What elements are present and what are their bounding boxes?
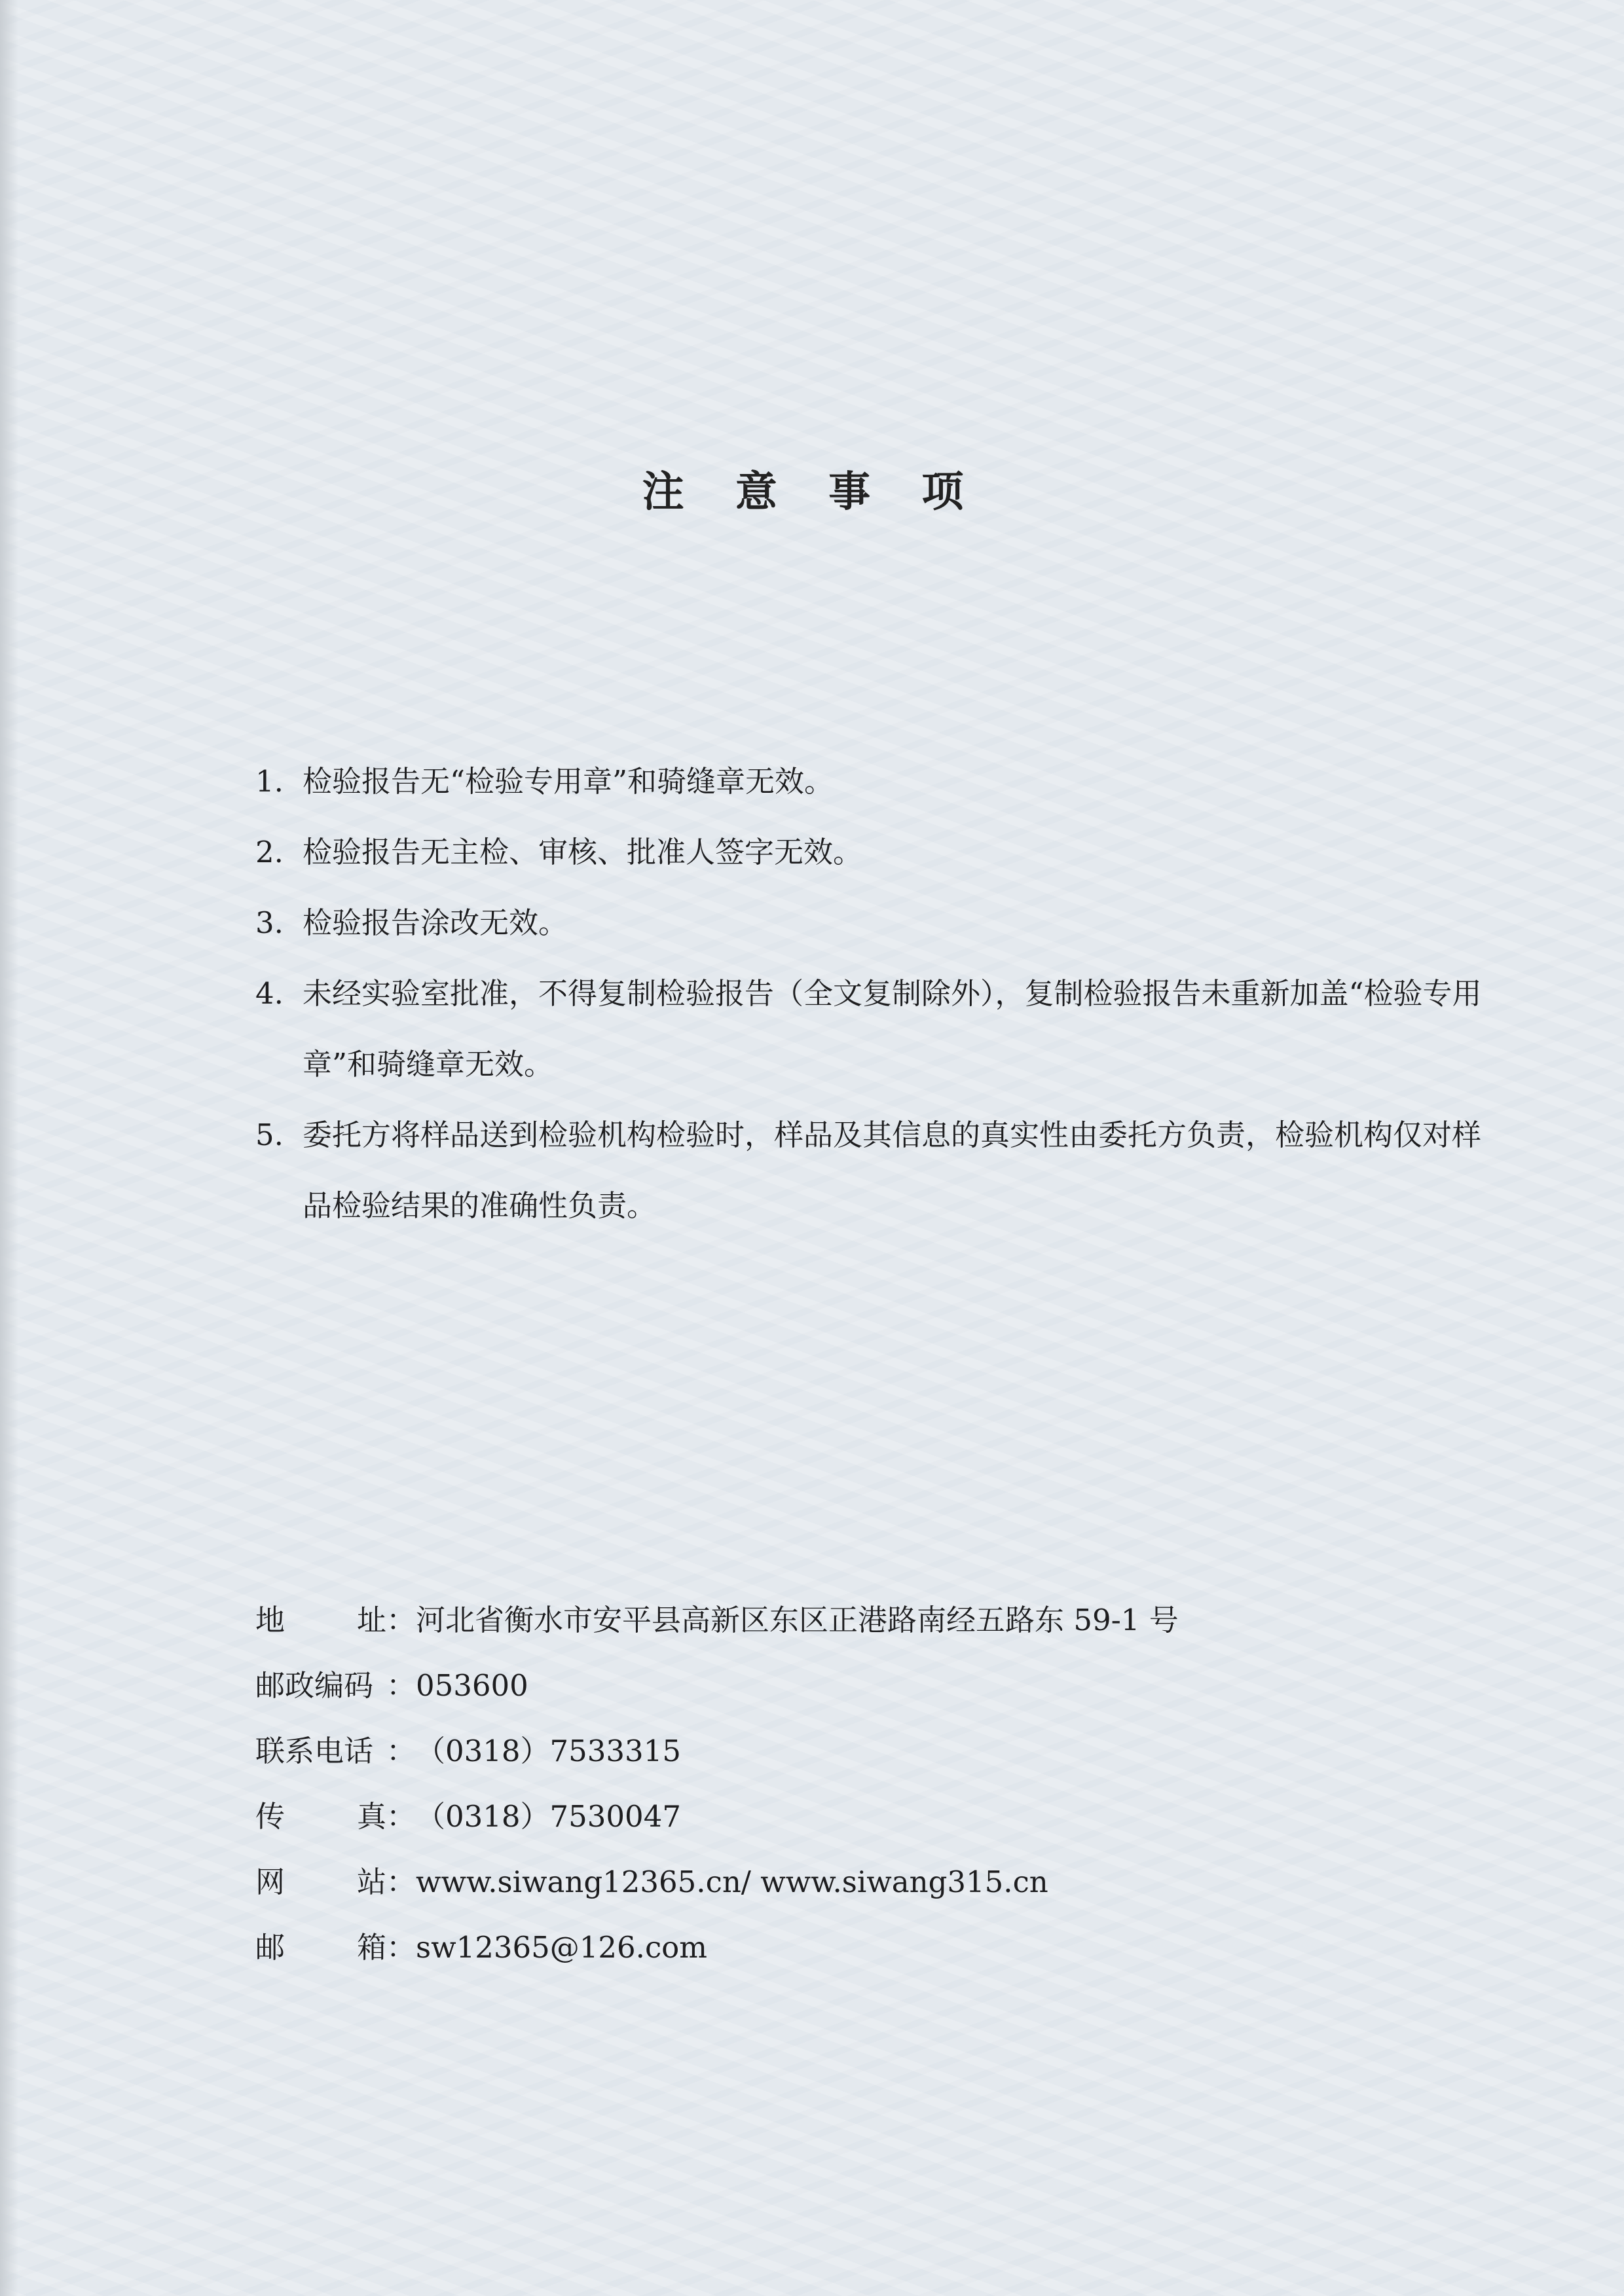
note-item [255, 958, 1500, 1100]
address-value: 河北省衡水市安平县高新区东区正港路南经五路东 59-1 号 [416, 1603, 1179, 1637]
note-text: 委托方将样品送到检验机构检验时，样品及其信息的真实性由委托方负责，检验机构仅对样品检验结果的准确性负责。 [303, 1118, 1482, 1223]
contact-info [255, 1588, 1500, 1980]
note-number: 4. [255, 976, 284, 1011]
postcode-value: 053600 [416, 1668, 528, 1703]
note-number: 5. [255, 1118, 284, 1152]
note-text: 检验报告涂改无效。 [303, 905, 568, 940]
scan-edge-shadow [0, 0, 18, 2296]
label-colon: ： [386, 1734, 416, 1768]
label-colon: ： [386, 1603, 416, 1637]
postcode-label: 邮政编码 [255, 1668, 374, 1703]
note-item [255, 817, 1500, 888]
note-text: 未经实验室批准，不得复制检验报告（全文复制除外），复制检验报告未重新加盖“检验专用章”和骑缝章无效。 [303, 976, 1482, 1082]
fax-label: 传 真 [255, 1799, 386, 1834]
phone-row [255, 1719, 1500, 1784]
postcode-row [255, 1653, 1500, 1719]
note-number: 2. [255, 835, 284, 869]
address-row [255, 1588, 1500, 1653]
email-row [255, 1915, 1500, 1980]
page-title: 注 意 事 项 [642, 467, 982, 517]
note-number: 3. [255, 905, 284, 940]
fax-row [255, 1784, 1500, 1850]
label-colon: ： [386, 1930, 416, 1965]
note-number: 1. [255, 764, 284, 799]
note-text: 检验报告无主检、审核、批准人签字无效。 [303, 835, 863, 869]
notes-list [255, 746, 1500, 1241]
phone-value: （0318）7533315 [416, 1734, 681, 1768]
address-label: 地 址 [255, 1603, 386, 1637]
website-value: www.siwang12365.cn/ www.siwang315.cn [416, 1865, 1048, 1899]
note-item [255, 746, 1500, 817]
label-colon: ： [386, 1799, 416, 1834]
website-label: 网 站 [255, 1865, 386, 1899]
label-colon: ： [386, 1865, 416, 1899]
email-label: 邮 箱 [255, 1930, 386, 1965]
fax-value: （0318）7530047 [416, 1799, 681, 1834]
note-item [255, 888, 1500, 958]
note-text: 检验报告无“检验专用章”和骑缝章无效。 [303, 764, 834, 799]
note-item [255, 1100, 1500, 1241]
label-colon: ： [386, 1668, 416, 1703]
email-value: sw12365@126.com [416, 1930, 707, 1965]
website-row [255, 1850, 1500, 1915]
phone-label: 联系电话 [255, 1734, 374, 1768]
